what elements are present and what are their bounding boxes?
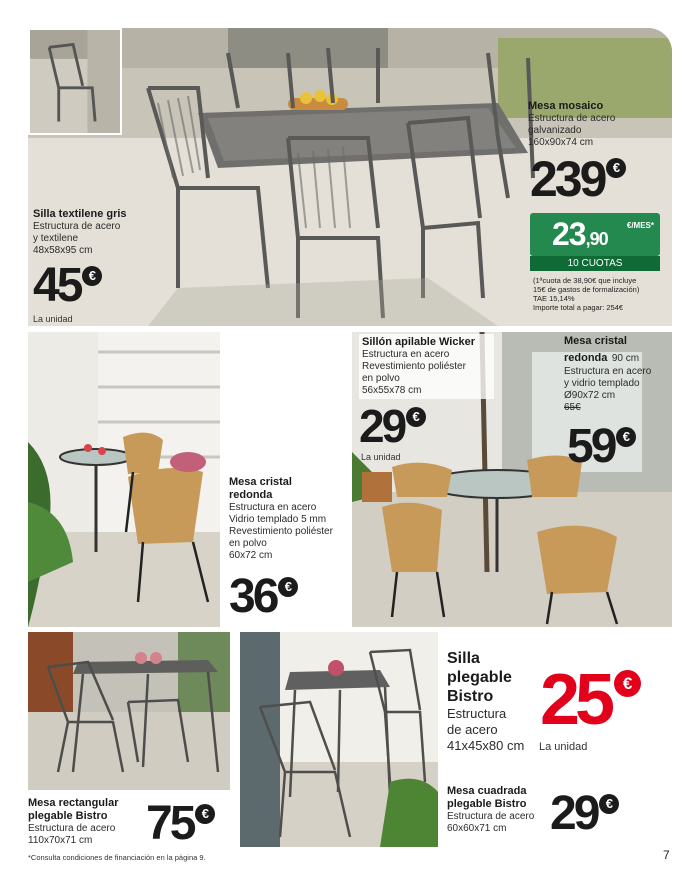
product-title-line2: redonda <box>229 489 273 501</box>
product-desc-line: en polvo <box>229 538 267 549</box>
product-desc-line: 56x55x78 cm <box>362 385 422 396</box>
financing-note-line: 15€ de gastos de formalización) <box>533 285 640 294</box>
silla-textilene-price <box>33 259 100 312</box>
euro-icon: € <box>614 670 641 697</box>
sillon-wicker-price <box>359 400 424 452</box>
mesa-cristal-90-price <box>567 420 634 473</box>
mesa-rect-bistro-price <box>146 797 213 850</box>
product-desc-line: Vidrio templado 5 mm <box>229 514 327 525</box>
product-desc-line: 60x72 cm <box>229 550 273 561</box>
product-title-line2: redonda <box>564 352 608 364</box>
footnote: *Consulta condiciones de financiación en la página 9. <box>28 853 206 862</box>
silla-textilene-info <box>33 208 173 257</box>
product-desc-line: 48x58x95 cm <box>33 245 93 256</box>
product-title: Mesa cristal <box>229 476 292 488</box>
mesa-cristal-redonda-info <box>229 476 359 562</box>
product-desc-line: Estructura en acero <box>564 366 652 377</box>
mesa-mosaico-price <box>530 151 624 207</box>
price-value: 75 <box>146 797 194 850</box>
product-title: Mesa cuadrada <box>447 785 527 797</box>
product-desc-line: 41x45x80 cm <box>447 738 525 753</box>
silla-textilene-unit: La unidad <box>33 314 73 324</box>
product-desc-line: y vidrio templado <box>564 378 640 389</box>
financing-amount <box>552 217 608 256</box>
financing-amount-dec: ,90 <box>585 229 608 249</box>
product-desc-line: Revestimiento poliéster <box>229 526 333 537</box>
silla-bistro-unit: La unidad <box>539 741 588 753</box>
financing-note-line: TAE 15,14% <box>533 294 575 303</box>
product-desc-line: Estructura de acero <box>33 221 121 232</box>
photo-square-bistro-set <box>240 632 438 847</box>
product-desc-line: en polvo <box>362 373 400 384</box>
product-title-line2-wrap <box>564 348 669 366</box>
product-desc-line: 110x70x71 cm <box>28 835 93 846</box>
euro-icon: € <box>195 804 215 824</box>
financing-amount-int: 23 <box>552 216 586 252</box>
product-title-line2: plegable Bistro <box>28 810 108 822</box>
silla-bistro-info <box>447 649 547 754</box>
product-title-line3: Bistro <box>447 688 494 705</box>
product-title: Sillón apilable Wicker <box>362 336 475 348</box>
euro-icon: € <box>278 577 298 597</box>
product-title: Mesa cristal <box>564 335 627 347</box>
product-desc-line: 160x90x74 cm <box>528 137 594 148</box>
product-desc-line: 60x60x71 cm <box>447 823 507 834</box>
product-title-line2: plegable <box>447 669 512 686</box>
product-desc-line: Ø90x72 cm <box>564 390 616 401</box>
product-desc-line: Estructura en acero <box>229 502 317 513</box>
price-value: 36 <box>229 570 277 623</box>
mesa-mosaico-info <box>528 100 668 149</box>
price-value: 239 <box>530 151 605 207</box>
euro-icon: € <box>406 407 426 427</box>
mesa-cuadrada-bistro-price <box>550 787 617 840</box>
product-size: 90 cm <box>611 353 640 364</box>
financing-box <box>530 213 660 256</box>
financing-note-line: Importe total a pagar: 254€ <box>533 303 624 312</box>
inset-photo-chair <box>28 28 122 135</box>
euro-icon: € <box>606 158 626 178</box>
photo-round-glass-table <box>28 332 220 627</box>
product-desc-line: de acero <box>447 722 498 737</box>
euro-icon: € <box>599 794 619 814</box>
old-price: 65€ <box>564 402 581 413</box>
mesa-cristal-redonda-price <box>229 570 296 623</box>
mesa-cuadrada-bistro-info <box>447 785 557 835</box>
photo-rect-bistro-table <box>28 632 230 790</box>
sillon-wicker-unit: La unidad <box>361 452 401 462</box>
product-desc-line: Estructura de acero <box>528 113 616 124</box>
product-title: Mesa rectangular <box>28 797 119 809</box>
product-desc-line: Revestimiento poliéster <box>362 361 466 372</box>
price-value: 25 <box>540 660 611 740</box>
financing-notes <box>533 276 673 312</box>
financing-per-month: €/MES* <box>626 221 654 230</box>
product-desc-line: y textilene <box>33 233 79 244</box>
product-title: Silla textilene gris <box>33 208 127 220</box>
product-desc-line: galvanizado <box>528 125 582 136</box>
euro-icon: € <box>616 427 636 447</box>
price-value: 29 <box>550 787 598 840</box>
price-value: 59 <box>567 420 615 473</box>
page-number: 7 <box>663 848 670 862</box>
product-title-line2: plegable Bistro <box>447 798 527 810</box>
financing-installments: 10 CUOTAS <box>530 256 660 271</box>
financing-note-line: (1ªcuota de 38,90€ que incluye <box>533 276 637 285</box>
sillon-wicker-info <box>359 334 494 399</box>
product-desc-line: Estructura de acero <box>447 811 535 822</box>
product-title: Silla <box>447 650 480 667</box>
price-value: 45 <box>33 259 81 312</box>
mesa-cristal-90-info <box>564 335 669 414</box>
product-desc-line: Estructura en acero <box>362 349 450 360</box>
silla-bistro-price <box>540 660 637 740</box>
product-desc-line: Estructura <box>447 706 507 721</box>
euro-icon: € <box>82 266 102 286</box>
product-title: Mesa mosaico <box>528 100 604 112</box>
price-value: 29 <box>359 400 405 452</box>
product-desc-line: Estructura de acero <box>28 823 116 834</box>
